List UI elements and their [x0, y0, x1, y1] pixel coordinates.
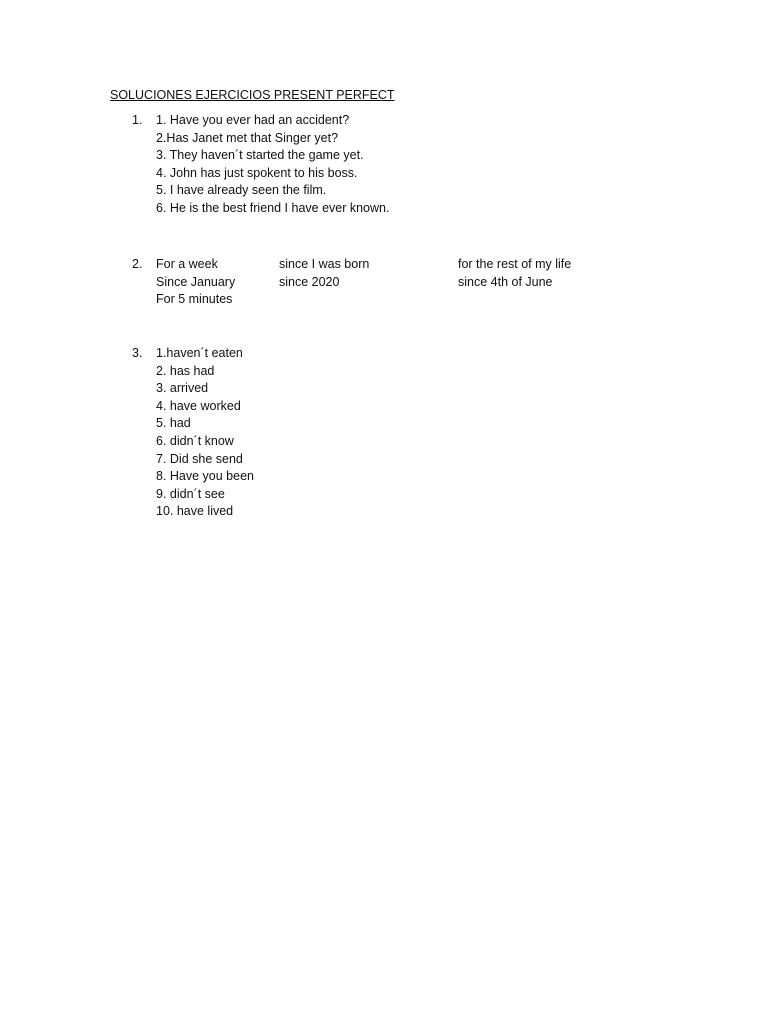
- answer-line: 9. didn´t see: [156, 486, 225, 501]
- answer-cell: For 5 minutes: [156, 292, 233, 307]
- exercise-number: 1.: [132, 113, 143, 127]
- answer-line: 10. have lived: [156, 504, 234, 519]
- answer-line: 5. had: [156, 416, 191, 431]
- answer-line: 6. He is the best friend I have ever known.: [156, 200, 390, 215]
- document-title: SOLUCIONES EJERCICIOS PRESENT PERFECT: [110, 88, 395, 102]
- answer-line: 1. Have you ever had an accident?: [156, 113, 350, 127]
- exercise-1-answers: [156, 112, 389, 218]
- answer-cell: For a week: [156, 257, 218, 271]
- answer-line: 2. has had: [156, 363, 215, 378]
- answer-cell: since I was born: [279, 257, 370, 271]
- answer-line: 4. John has just spokent to his boss.: [156, 165, 358, 180]
- answer-line: 7. Did she send: [156, 451, 243, 466]
- answer-line: 3. They haven´t started the game yet.: [156, 148, 364, 163]
- answer-line: 2.Has Janet met that Singer yet?: [156, 130, 339, 145]
- answer-cell: for the rest of my life: [458, 257, 572, 271]
- answer-line: 5. I have already seen the film.: [156, 183, 327, 198]
- answer-line: 3. arrived: [156, 381, 209, 396]
- answer-line: 1.haven´t eaten: [156, 346, 243, 360]
- exercise-3-answers: [156, 345, 254, 521]
- answer-cell: since 4th of June: [458, 274, 553, 289]
- exercise-number: 3.: [132, 346, 143, 360]
- answer-line: 4. have worked: [156, 398, 241, 413]
- answer-cell: Since January: [156, 274, 236, 289]
- answer-line: 8. Have you been: [156, 469, 254, 484]
- answer-cell: since 2020: [279, 274, 340, 289]
- exercise-number: 2.: [132, 257, 143, 271]
- answer-line: 6. didn´t know: [156, 433, 234, 448]
